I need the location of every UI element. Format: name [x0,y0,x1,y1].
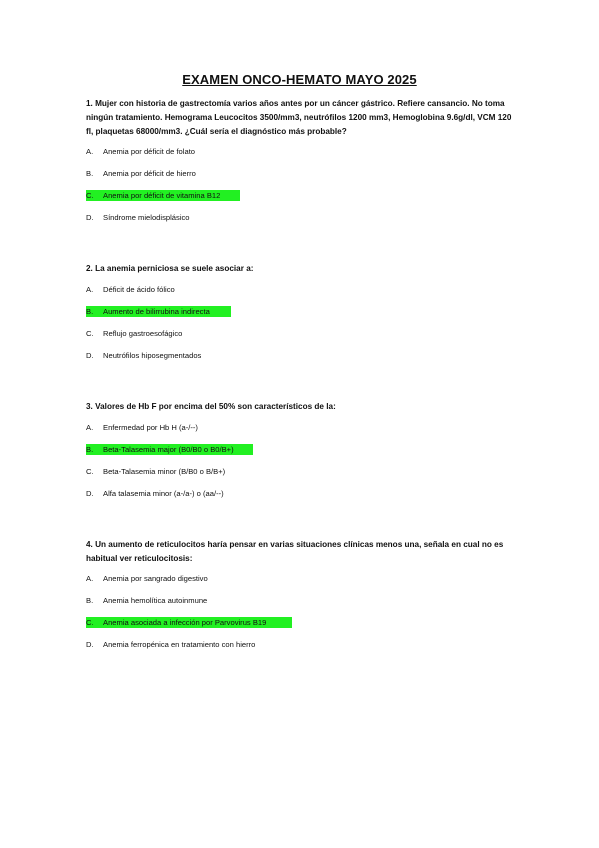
option-letter: D. [86,351,94,360]
option-letter: D. [86,213,94,222]
option-label: Anemia hemolítica autoinmune [103,596,208,605]
question-3-option-b-correct[interactable] [86,444,253,455]
option-label: Alfa talasemia minor (a-/a-) o (aa/--) [103,489,224,498]
question-1-text: 1. Mujer con historia de gastrectomía varios años antes por un cáncer gástrico. Refiere cansancio. No toma ningún tratamiento. Hemograma Leucocitos 3500/mm3, neutrófilos 1200 mm3, Hemoglobina 9.6g/dl, VCM 120 fl, plaquetas 68000/mm3. ¿Cuál sería el diagnóstico más probable? [86,99,512,137]
option-letter: C. [86,329,94,338]
option-letter: C. [86,191,94,200]
option-label: Anemia ferropénica en tratamiento con hierro [103,640,256,649]
option-letter: C. [86,467,94,476]
option-label: Neutrófilos hiposegmentados [103,351,202,360]
option-letter: A. [86,285,94,294]
option-label: Anemia asociada a infección por Parvovirus B19 [103,618,267,627]
option-label: Síndrome mielodisplásico [103,213,190,222]
option-letter: B. [86,445,94,454]
option-letter: B. [86,169,94,178]
option-letter: A. [86,423,94,432]
option-label: Beta-Talasemia minor (B/B0 o B/B+) [103,467,226,476]
option-label: Reflujo gastroesofágico [103,329,183,338]
option-label: Enfermedad por Hb H (a-/--) [103,423,198,432]
option-label: Aumento de bilirrubina indirecta [103,307,210,316]
option-letter: C. [86,618,94,627]
question-4-text: 4. Un aumento de reticulocitos haría pensar en varias situaciones clínicas menos una, señala en cual no es habitual ver reticulocitosis: [86,540,504,564]
option-letter: B. [86,307,94,316]
page-title: EXAMEN ONCO-HEMATO MAYO 2025 [182,72,417,87]
question-2-text: 2. La anemia perniciosa se suele asociar a: [86,264,254,273]
option-label: Beta-Talasemia major (B0/B0 o B0/B+) [103,445,234,454]
option-letter: B. [86,596,94,605]
option-label: Anemia por sangrado digestivo [103,574,208,583]
question-4-option-c-correct[interactable] [86,617,292,628]
option-label: Anemia por déficit de hierro [103,169,196,178]
question-2-option-b-correct[interactable] [86,306,231,317]
option-letter: D. [86,640,94,649]
option-letter: D. [86,489,94,498]
option-letter: A. [86,574,94,583]
question-3-text: 3. Valores de Hb F por encima del 50% son característicos de la: [86,402,336,411]
option-letter: A. [86,147,94,156]
option-label: Anemia por déficit de vitamina B12 [103,191,221,200]
option-label: Déficit de ácido fólico [103,285,175,294]
option-label: Anemia por déficit de folato [103,147,196,156]
question-1-option-c-correct[interactable] [86,190,240,201]
